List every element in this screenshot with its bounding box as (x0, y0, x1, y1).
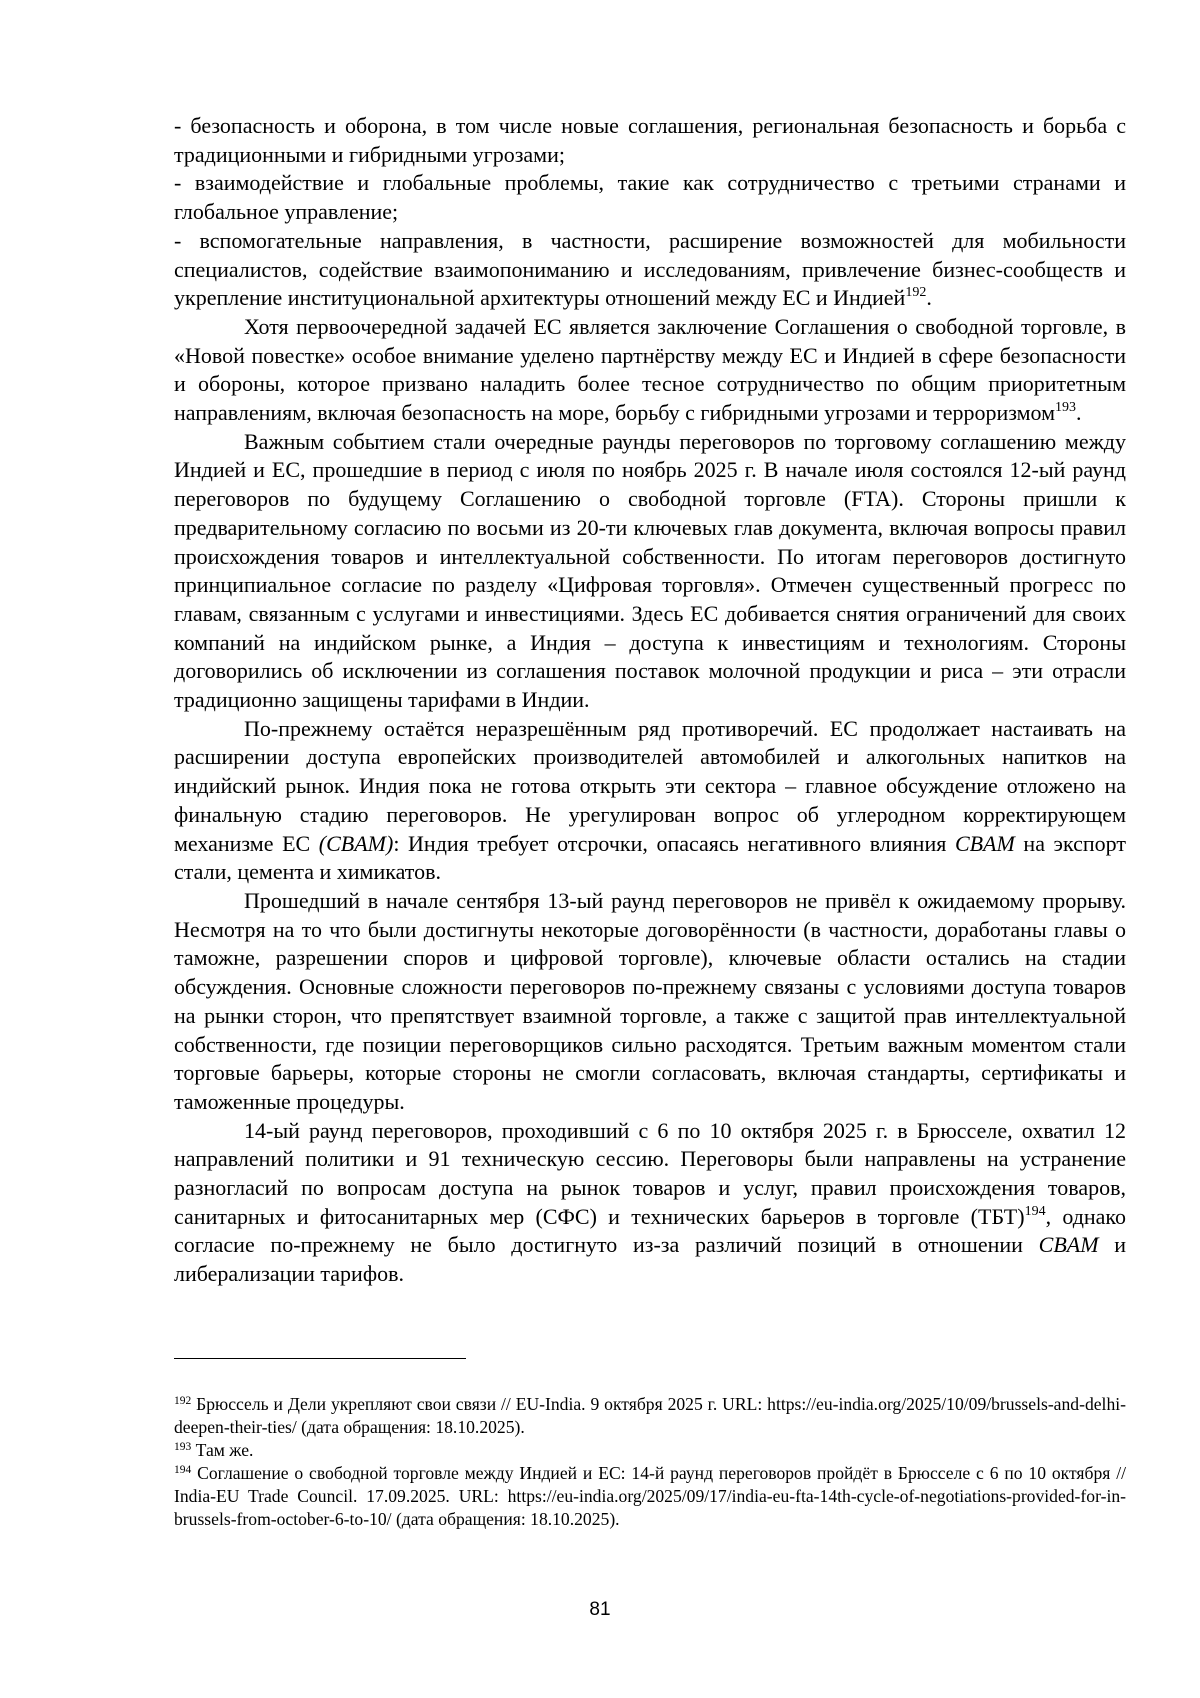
footnote-separator (174, 1358, 466, 1359)
page-number: 81 (589, 1599, 611, 1620)
paragraph-contradictions: По-прежнему остаётся неразрешённым ряд противоречий. ЕС продолжает настаивать на расширении доступа европейских производителей автомобилей и алкогольных напитков на индийский рынок. Индия пока не готова открыть эти сектора – главное обсуждение отложено на финальную стадию переговоров. Не урегулирован вопрос об углеродном корректирующем механизме ЕС (CBAM): Индия требует отсрочки, опасаясь негативного влияния CBAM на экспорт стали, цемента и химикатов. (174, 715, 1127, 885)
list-item-auxiliary: - вспомогательные направления, в частности, расширение возможностей для мобильности специалистов, содействие взаимопониманию и исследованиям, привлечение бизнес-сообществ и укрепление институциональной архитектуры отношений между ЕС и Индией$^{192}$. (174, 227, 1126, 311)
footnote-ref-193[interactable]: 193 (1055, 400, 1077, 416)
paragraph-round-12: Важным событием стали очередные раунды переговоров по торговому соглашению между Индией и ЕС, прошедшие в период с июля по ноябрь 2025 г. В начале июля состоялся 12-ый раунд переговоров по будущему Соглашению о свободной торговле (FTA). Стороны пришли к предварительному согласию по восьми из 20-ти ключевых глав документа, включая вопросы правил происхождения товаров и интеллектуальной собственности. По итогам переговоров достигнуто принципиальное согласие по разделу «Цифровая торговля». Отмечен существенный прогресс по главам, связанным с услугами и инвестициями. Здесь ЕС добивается снятия ограничений для своих компаний на индийском рынке, а Индия – доступа к инвестициям и технологиям. Стороны договорились об исключении из соглашения поставок молочной продукции и риса – эти отрасли традиционно защищены тарифами в Индии. (174, 428, 1126, 713)
cbam-term: CBAM (1038, 1232, 1099, 1258)
footnotes (174, 1393, 1126, 1531)
paragraph-round-14: 14-ый раунд переговоров, проходивший с 6 по 10 октября 2025 г. в Брюсселе, охватил 12 направлений политики и 91 техническую сессию. Переговоры были направлены на устранение разногласий по вопросам доступа на рынок товаров и услуг, правил происхождения товаров, санитарных и фитосанитарных мер (СФС) и технических барьеров в торговле (ТБТ)$^{194}$, однако согласие по-прежнему не было достигнуто из-за различий позиций в отношении CBAM и либерализации тарифов. (174, 1117, 1127, 1287)
paragraph-round-13: Прошедший в начале сентября 13-ый раунд переговоров не привёл к ожидаемому прорыву. Несмотря на то что были достигнуты некоторые договорённости (в частности, доработаны главы о таможне, разрешении споров и цифровой торговле), ключевые области остались на стадии обсуждения. Основные сложности переговоров по-прежнему связаны с условиями доступа товаров на рынки сторон, что препятствует взаимной торговле, а также с защитой прав интеллектуальной собственности, где позиции переговорщиков сильно расходятся. Третьим важным моментом стали торговые барьеры, которые стороны не смогли согласовать, включая стандарты, сертификаты и таможенные процедуры. (174, 887, 1126, 1114)
list-item-global-issues: - взаимодействие и глобальные проблемы, такие как сотрудничество с третьими странами и глобальное управление; (174, 170, 1126, 225)
cbam-term: (CBAM) (318, 830, 394, 856)
footnote-ref-194[interactable]: 194 (1024, 1203, 1046, 1219)
cbam-term: CBAM (954, 830, 1015, 856)
footnote-ref-192[interactable]: 192 (905, 285, 927, 301)
footnote-192: $^{192}$ Брюссель и Дели укрепляют свои связи // EU-India. 9 октября 2025 г. URL: https://eu-india.org/2025/10/09/brussels-and-delhi-deepen-their-ties/ (дата обращения: 18.10.2025). (174, 1394, 1126, 1437)
paragraph-new-agenda: Хотя первоочередной задачей ЕС является заключение Соглашения о свободной торговле, в «Новой повестке» особое внимание уделено партнёрству между ЕС и Индией в сфере безопасности и обороны, которое призвано наладить более тесное сотрудничество по общим приоритетным направлениям, включая безопасность на море, борьбу с гибридными угрозами и терроризмом$^{193}$. (174, 313, 1126, 426)
footnote-193: $^{193}$ Там же. (174, 1440, 254, 1460)
footnote-194: $^{194}$ Соглашение о свободной торговле между Индией и ЕС: 14-й раунд переговоров пройдёт в Брюсселе с 6 по 10 октября // India-EU Trade Council. 17.09.2025. URL: https://eu-india.org/2025/09/17/india-eu-fta-14th-cycle-of-negotiations-provided-for-in-brussels-from-october-6-to-10/ (дата обращения: 18.10.2025). (174, 1463, 1126, 1529)
list-item-security: - безопасность и оборона, в том числе новые соглашения, региональная безопасность и борьба с традиционными и гибридными угрозами; (174, 113, 1126, 167)
body-text (174, 112, 1126, 1289)
